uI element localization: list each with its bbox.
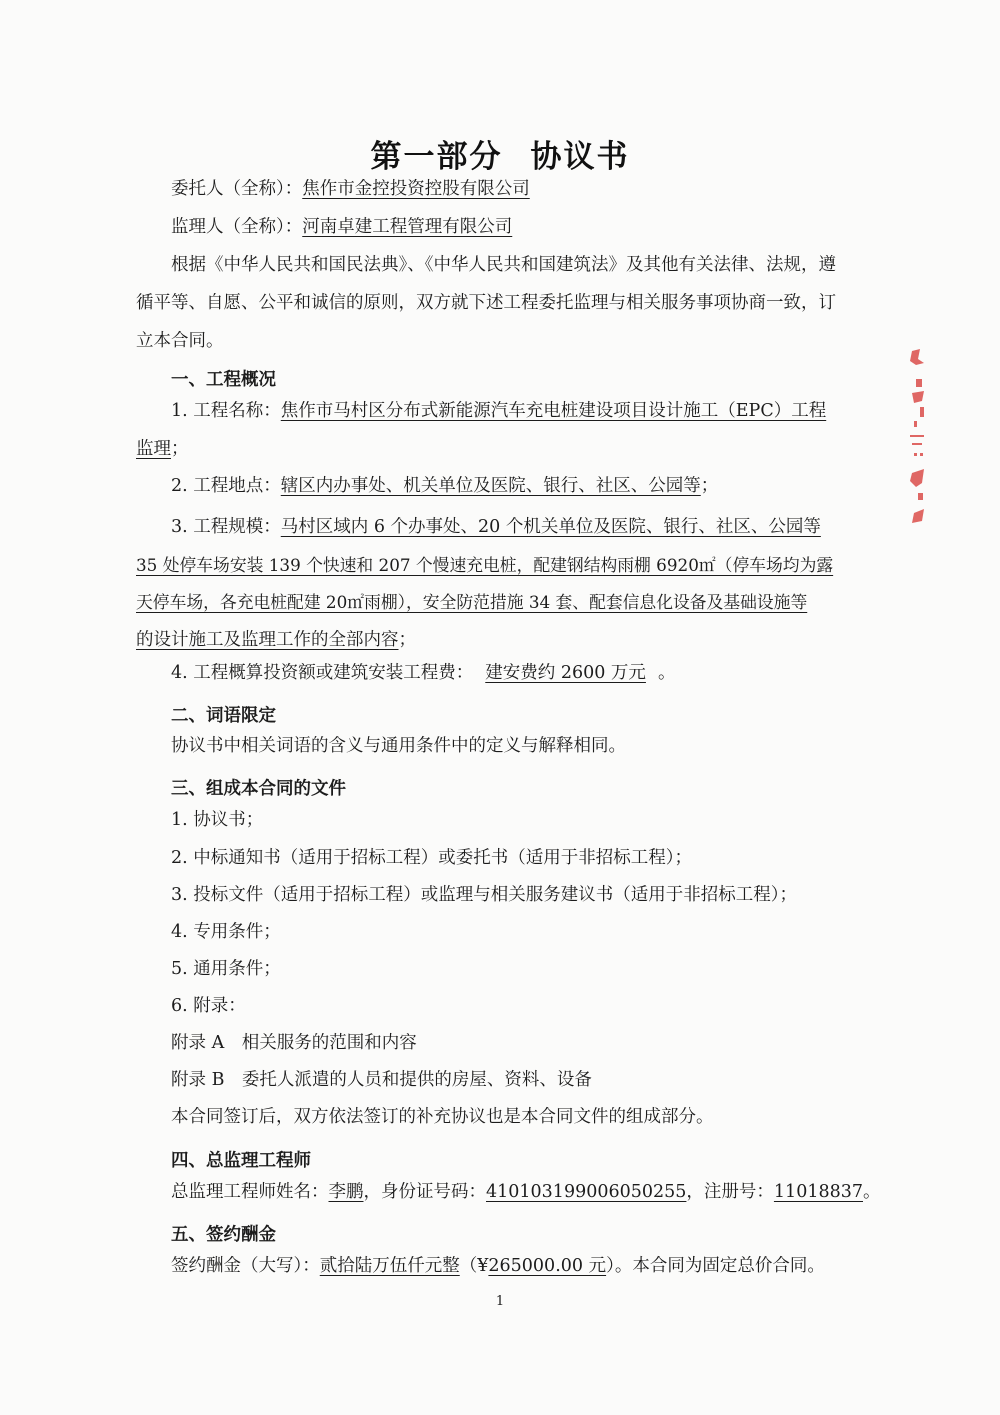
location-value: 辖区内办事处、机关单位及医院、银行、社区、公园等 [280, 476, 701, 496]
title-name: 协议书 [530, 139, 630, 175]
fee-tail: 。本合同为固定总价合同。 [614, 1256, 825, 1276]
section-3-heading: 三、组成本合同的文件 [171, 779, 346, 799]
punct: 。 [863, 1182, 881, 1202]
project-investment-line [171, 661, 675, 685]
fee-open: （¥ [459, 1256, 489, 1276]
project-name-label: 1. 工程名称： [171, 401, 281, 421]
punct: 。 [657, 663, 676, 683]
project-name-value: 焦作市马村区分布式新能源汽车充电桩建设项目设计施工（EPC）工程 [280, 401, 827, 421]
location-label: 2. 工程地点： [171, 476, 281, 496]
principal-value: 焦作市金控投资控股有限公司 [302, 179, 530, 199]
supervisor-value: 河南卓建工程管理有限公司 [302, 217, 513, 237]
preamble [136, 246, 842, 360]
project-location-line [171, 474, 718, 498]
section-5-heading: 五、签约酬金 [171, 1225, 276, 1245]
project-scale-line-3 [136, 590, 807, 614]
fee-line [171, 1254, 825, 1278]
preamble-text: 根据《中华人民共和国民法典》、《中华人民共和国建筑法》及其他有关法律、法规，遵循平等、自愿、公平和诚信的原则，双方就下述工程委托监理与相关服务事项协商一致，订立本合同。 [136, 255, 836, 351]
reg-label: ，注册号： [686, 1182, 774, 1202]
doc-list-item: 1. 协议书； [171, 810, 264, 830]
engineer-name-label: 总监理工程师姓名： [171, 1182, 329, 1202]
page-title [0, 131, 1000, 176]
doc-list-item: 3. 投标文件（适用于招标工程）或监理与相关服务建议书（适用于非招标工程）； [171, 885, 798, 905]
supervisor-line [171, 215, 512, 239]
scale-value-2: 35 处停车场安装 139 个快速和 207 个慢速充电桩，配建钢结构雨棚 6920㎡（停车场均为露 [136, 555, 834, 575]
fee-label: 签约酬金（大写）： [171, 1256, 320, 1276]
punct: ； [700, 476, 719, 496]
principal-line [171, 177, 530, 201]
fee-amount-number: 265000.00 元 [488, 1256, 607, 1276]
fee-close: ） [606, 1256, 615, 1276]
scale-label: 3. 工程规模： [171, 517, 281, 537]
doc-list-item: 5. 通用条件； [171, 959, 281, 979]
appendix-b: 附录 B 委托人派遣的人员和提供的房屋、资料、设备 [171, 1070, 592, 1090]
page-number: 1 [495, 1294, 505, 1309]
id-label: ，身份证号码： [363, 1182, 486, 1202]
doc-list-item: 2. 中标通知书（适用于招标工程）或委托书（适用于非招标工程）； [171, 848, 693, 868]
investment-value: 建安费约 2600 万元 [485, 663, 646, 683]
project-name-line-2 [136, 437, 189, 461]
scale-value-1: 马村区域内 6 个办事处、20 个机关单位及医院、银行、社区、公园等 [280, 517, 821, 537]
section-1-heading: 一、工程概况 [171, 370, 276, 390]
appendix-a: 附录 A 相关服务的范围和内容 [171, 1033, 417, 1053]
fee-amount-words: 贰拾陆万伍仟元整 [319, 1256, 460, 1276]
engineer-name: 李鹏 [328, 1182, 364, 1202]
section-3-note: 本合同签订后，双方依法签订的补充协议也是本合同文件的组成部分。 [171, 1107, 714, 1127]
principal-label: 委托人（全称）： [171, 179, 303, 199]
project-name-value-cont: 监理 [136, 439, 171, 459]
project-scale-line-4 [136, 628, 416, 652]
project-scale-line-2 [136, 553, 833, 577]
chief-engineer-line [171, 1180, 881, 1204]
title-part: 第一部分 [370, 139, 503, 175]
doc-list-item: 6. 附录： [171, 996, 246, 1016]
scale-value-4: 的设计施工及监理工作的全部内容 [136, 630, 399, 650]
seam-stamp-icon [898, 345, 938, 545]
punct: ； [398, 630, 416, 650]
doc-list-item: 4. 专用条件； [171, 922, 281, 942]
reg-number: 11018837 [773, 1182, 863, 1202]
supervisor-label: 监理人（全称）： [171, 217, 303, 237]
section-2-heading: 二、词语限定 [171, 706, 276, 726]
scale-value-3: 天停车场，各充电桩配建 20㎡雨棚），安全防范措施 34 套、配套信息化设备及基础设施等 [136, 592, 808, 612]
project-scale-line [171, 515, 821, 539]
id-number: 410103199006050255 [486, 1182, 687, 1202]
section-4-heading: 四、总监理工程师 [171, 1151, 311, 1171]
project-name-line [171, 399, 826, 423]
section-2-text: 协议书中相关词语的含义与通用条件中的定义与解释相同。 [171, 736, 626, 756]
investment-label: 4. 工程概算投资额或建筑安装工程费： [171, 663, 474, 683]
punct: ； [171, 439, 189, 459]
